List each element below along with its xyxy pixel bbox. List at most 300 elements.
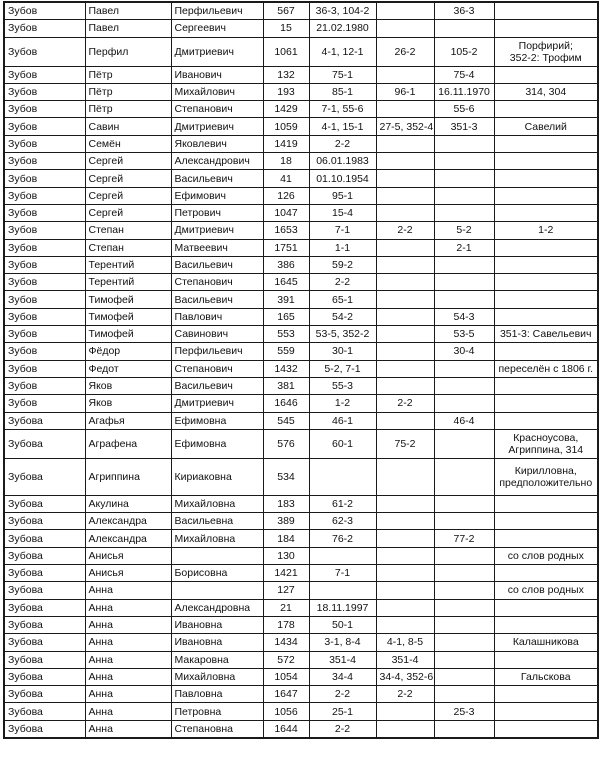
reference-2-cell: 2-2 bbox=[376, 395, 434, 412]
reference-1-cell: 62-3 bbox=[309, 513, 376, 530]
surname-cell: Зубов bbox=[4, 239, 85, 256]
reference-2-cell bbox=[376, 377, 434, 394]
patronymic-cell: Дмитриевич bbox=[171, 37, 263, 66]
note-cell bbox=[494, 274, 598, 291]
patronymic-cell: Михайловна bbox=[171, 668, 263, 685]
table-row bbox=[4, 599, 598, 616]
reference-2-cell: 96-1 bbox=[376, 83, 434, 100]
patronymic-cell bbox=[171, 547, 263, 564]
reference-2-cell bbox=[376, 720, 434, 738]
reference-2-cell bbox=[376, 703, 434, 720]
first-name-cell: Павел bbox=[85, 20, 171, 37]
table-row bbox=[4, 37, 598, 66]
reference-3-cell bbox=[434, 274, 494, 291]
reference-1-cell: 95-1 bbox=[309, 187, 376, 204]
reference-1-cell: 5-2, 7-1 bbox=[309, 360, 376, 377]
table-row bbox=[4, 153, 598, 170]
table-row bbox=[4, 651, 598, 668]
first-name-cell: Анисья bbox=[85, 565, 171, 582]
reference-1-cell: 06.01.1983 bbox=[309, 153, 376, 170]
reference-1-cell: 3-1, 8-4 bbox=[309, 634, 376, 651]
first-name-cell: Анна bbox=[85, 634, 171, 651]
first-name-cell: Степан bbox=[85, 222, 171, 239]
reference-2-cell bbox=[376, 66, 434, 83]
reference-3-cell: 105-2 bbox=[434, 37, 494, 66]
reference-2-cell bbox=[376, 582, 434, 599]
surname-cell: Зубов bbox=[4, 343, 85, 360]
reference-3-cell: 5-2 bbox=[434, 222, 494, 239]
note-cell bbox=[494, 412, 598, 429]
reference-2-cell: 2-2 bbox=[376, 222, 434, 239]
note-cell bbox=[494, 135, 598, 152]
patronymic-cell: Иванович bbox=[171, 66, 263, 83]
record-id-cell: 21 bbox=[263, 599, 309, 616]
record-id-cell: 1647 bbox=[263, 686, 309, 703]
reference-3-cell bbox=[434, 458, 494, 495]
record-id-cell: 1054 bbox=[263, 668, 309, 685]
first-name-cell: Павел bbox=[85, 2, 171, 20]
surname-cell: Зубов bbox=[4, 395, 85, 412]
note-cell: Калашникова bbox=[494, 634, 598, 651]
note-cell: переселён с 1806 г. bbox=[494, 360, 598, 377]
record-id-cell: 1653 bbox=[263, 222, 309, 239]
first-name-cell: Фёдор bbox=[85, 343, 171, 360]
patronymic-cell: Степанович bbox=[171, 360, 263, 377]
reference-3-cell bbox=[434, 256, 494, 273]
first-name-cell: Яков bbox=[85, 395, 171, 412]
surname-cell: Зубов bbox=[4, 187, 85, 204]
reference-1-cell: 7-1 bbox=[309, 222, 376, 239]
surname-cell: Зубова bbox=[4, 495, 85, 512]
record-id-cell: 391 bbox=[263, 291, 309, 308]
reference-2-cell bbox=[376, 616, 434, 633]
surname-cell: Зубов bbox=[4, 308, 85, 325]
reference-2-cell bbox=[376, 204, 434, 221]
surname-cell: Зубов bbox=[4, 256, 85, 273]
patronymic-cell: Степанович bbox=[171, 274, 263, 291]
note-cell bbox=[494, 343, 598, 360]
first-name-cell: Анна bbox=[85, 651, 171, 668]
surname-cell: Зубов bbox=[4, 101, 85, 118]
reference-2-cell: 4-1, 8-5 bbox=[376, 634, 434, 651]
surname-cell: Зубов bbox=[4, 274, 85, 291]
surname-cell: Зубов bbox=[4, 66, 85, 83]
note-cell bbox=[494, 565, 598, 582]
patronymic-cell: Павлович bbox=[171, 308, 263, 325]
table-body bbox=[4, 2, 598, 738]
first-name-cell: Анна bbox=[85, 686, 171, 703]
table-row bbox=[4, 429, 598, 458]
reference-3-cell bbox=[434, 547, 494, 564]
first-name-cell: Анна bbox=[85, 720, 171, 738]
surname-cell: Зубова bbox=[4, 513, 85, 530]
reference-1-cell: 18.11.1997 bbox=[309, 599, 376, 616]
surname-cell: Зубов bbox=[4, 20, 85, 37]
genealogy-table bbox=[3, 1, 599, 739]
first-name-cell: Пётр bbox=[85, 101, 171, 118]
record-id-cell: 127 bbox=[263, 582, 309, 599]
first-name-cell: Акулина bbox=[85, 495, 171, 512]
note-cell: Красноусова, Агриппина, 314 bbox=[494, 429, 598, 458]
surname-cell: Зубов bbox=[4, 326, 85, 343]
table-row bbox=[4, 135, 598, 152]
note-cell bbox=[494, 599, 598, 616]
surname-cell: Зубова bbox=[4, 720, 85, 738]
table-row bbox=[4, 204, 598, 221]
note-cell bbox=[494, 256, 598, 273]
table-row bbox=[4, 291, 598, 308]
surname-cell: Зубова bbox=[4, 530, 85, 547]
table-row bbox=[4, 256, 598, 273]
reference-2-cell bbox=[376, 135, 434, 152]
reference-1-cell: 50-1 bbox=[309, 616, 376, 633]
reference-1-cell: 4-1, 12-1 bbox=[309, 37, 376, 66]
record-id-cell: 545 bbox=[263, 412, 309, 429]
patronymic-cell: Петровна bbox=[171, 703, 263, 720]
note-cell bbox=[494, 703, 598, 720]
reference-2-cell bbox=[376, 360, 434, 377]
table-row bbox=[4, 634, 598, 651]
record-id-cell: 572 bbox=[263, 651, 309, 668]
reference-2-cell bbox=[376, 291, 434, 308]
patronymic-cell: Александрович bbox=[171, 153, 263, 170]
surname-cell: Зубов bbox=[4, 222, 85, 239]
note-cell bbox=[494, 2, 598, 20]
patronymic-cell: Дмитриевич bbox=[171, 222, 263, 239]
note-cell bbox=[494, 513, 598, 530]
patronymic-cell bbox=[171, 582, 263, 599]
record-id-cell: 126 bbox=[263, 187, 309, 204]
table-row bbox=[4, 458, 598, 495]
surname-cell: Зубова bbox=[4, 703, 85, 720]
reference-3-cell bbox=[434, 204, 494, 221]
reference-2-cell bbox=[376, 187, 434, 204]
reference-1-cell: 75-1 bbox=[309, 66, 376, 83]
record-id-cell: 386 bbox=[263, 256, 309, 273]
reference-3-cell bbox=[434, 686, 494, 703]
reference-1-cell: 54-2 bbox=[309, 308, 376, 325]
reference-1-cell: 65-1 bbox=[309, 291, 376, 308]
record-id-cell: 1434 bbox=[263, 634, 309, 651]
reference-1-cell: 01.10.1954 bbox=[309, 170, 376, 187]
record-id-cell: 1645 bbox=[263, 274, 309, 291]
first-name-cell: Агафья bbox=[85, 412, 171, 429]
reference-2-cell bbox=[376, 2, 434, 20]
record-id-cell: 1644 bbox=[263, 720, 309, 738]
table-row bbox=[4, 703, 598, 720]
reference-2-cell bbox=[376, 599, 434, 616]
record-id-cell: 1061 bbox=[263, 37, 309, 66]
patronymic-cell: Ивановна bbox=[171, 634, 263, 651]
reference-1-cell: 21.02.1980 bbox=[309, 20, 376, 37]
reference-1-cell: 36-3, 104-2 bbox=[309, 2, 376, 20]
first-name-cell: Терентий bbox=[85, 274, 171, 291]
surname-cell: Зубова bbox=[4, 616, 85, 633]
surname-cell: Зубова bbox=[4, 668, 85, 685]
patronymic-cell: Яковлевич bbox=[171, 135, 263, 152]
reference-2-cell: 26-2 bbox=[376, 37, 434, 66]
table-row bbox=[4, 222, 598, 239]
table-row bbox=[4, 66, 598, 83]
note-cell bbox=[494, 530, 598, 547]
surname-cell: Зубова bbox=[4, 412, 85, 429]
reference-3-cell bbox=[434, 153, 494, 170]
reference-2-cell bbox=[376, 530, 434, 547]
patronymic-cell: Перфильевич bbox=[171, 2, 263, 20]
note-cell bbox=[494, 187, 598, 204]
record-id-cell: 15 bbox=[263, 20, 309, 37]
note-cell bbox=[494, 495, 598, 512]
note-cell bbox=[494, 204, 598, 221]
surname-cell: Зубов bbox=[4, 83, 85, 100]
reference-2-cell: 34-4, 352-6 bbox=[376, 668, 434, 685]
note-cell: 1-2 bbox=[494, 222, 598, 239]
record-id-cell: 559 bbox=[263, 343, 309, 360]
record-id-cell: 1056 bbox=[263, 703, 309, 720]
reference-2-cell: 27-5, 352-4 bbox=[376, 118, 434, 135]
patronymic-cell: Васильевич bbox=[171, 377, 263, 394]
first-name-cell: Анна bbox=[85, 668, 171, 685]
record-id-cell: 130 bbox=[263, 547, 309, 564]
record-id-cell: 1419 bbox=[263, 135, 309, 152]
table-row bbox=[4, 20, 598, 37]
table-row bbox=[4, 530, 598, 547]
surname-cell: Зубова bbox=[4, 634, 85, 651]
first-name-cell: Савин bbox=[85, 118, 171, 135]
reference-1-cell: 15-4 bbox=[309, 204, 376, 221]
reference-3-cell: 351-3 bbox=[434, 118, 494, 135]
reference-1-cell: 351-4 bbox=[309, 651, 376, 668]
reference-2-cell: 351-4 bbox=[376, 651, 434, 668]
table-row bbox=[4, 118, 598, 135]
table-row bbox=[4, 326, 598, 343]
reference-3-cell bbox=[434, 668, 494, 685]
first-name-cell: Сергей bbox=[85, 204, 171, 221]
reference-3-cell: 46-4 bbox=[434, 412, 494, 429]
record-id-cell: 1047 bbox=[263, 204, 309, 221]
reference-1-cell: 25-1 bbox=[309, 703, 376, 720]
surname-cell: Зубов bbox=[4, 204, 85, 221]
first-name-cell: Перфил bbox=[85, 37, 171, 66]
first-name-cell: Семён bbox=[85, 135, 171, 152]
table-row bbox=[4, 582, 598, 599]
reference-1-cell: 7-1, 55-6 bbox=[309, 101, 376, 118]
reference-3-cell: 36-3 bbox=[434, 2, 494, 20]
reference-1-cell: 59-2 bbox=[309, 256, 376, 273]
reference-1-cell: 60-1 bbox=[309, 429, 376, 458]
reference-3-cell: 77-2 bbox=[434, 530, 494, 547]
reference-2-cell bbox=[376, 153, 434, 170]
record-id-cell: 567 bbox=[263, 2, 309, 20]
record-id-cell: 1646 bbox=[263, 395, 309, 412]
record-id-cell: 184 bbox=[263, 530, 309, 547]
record-id-cell: 178 bbox=[263, 616, 309, 633]
record-id-cell: 381 bbox=[263, 377, 309, 394]
reference-2-cell bbox=[376, 101, 434, 118]
reference-2-cell bbox=[376, 458, 434, 495]
note-cell: 351-3: Савельевич bbox=[494, 326, 598, 343]
reference-2-cell bbox=[376, 274, 434, 291]
reference-3-cell bbox=[434, 599, 494, 616]
patronymic-cell: Степановна bbox=[171, 720, 263, 738]
table-row bbox=[4, 720, 598, 738]
first-name-cell: Анна bbox=[85, 582, 171, 599]
patronymic-cell: Кириаковна bbox=[171, 458, 263, 495]
first-name-cell: Федот bbox=[85, 360, 171, 377]
reference-3-cell bbox=[434, 720, 494, 738]
patronymic-cell: Михайловна bbox=[171, 495, 263, 512]
first-name-cell: Тимофей bbox=[85, 308, 171, 325]
reference-3-cell: 55-6 bbox=[434, 101, 494, 118]
table-row bbox=[4, 686, 598, 703]
surname-cell: Зубова bbox=[4, 429, 85, 458]
first-name-cell: Сергей bbox=[85, 187, 171, 204]
reference-2-cell bbox=[376, 256, 434, 273]
reference-1-cell: 7-1 bbox=[309, 565, 376, 582]
reference-2-cell bbox=[376, 495, 434, 512]
reference-1-cell bbox=[309, 547, 376, 564]
surname-cell: Зубов bbox=[4, 360, 85, 377]
surname-cell: Зубов bbox=[4, 377, 85, 394]
note-cell bbox=[494, 20, 598, 37]
first-name-cell: Анна bbox=[85, 703, 171, 720]
first-name-cell: Александра bbox=[85, 530, 171, 547]
reference-2-cell: 75-2 bbox=[376, 429, 434, 458]
table-row bbox=[4, 412, 598, 429]
record-id-cell: 389 bbox=[263, 513, 309, 530]
first-name-cell: Анисья bbox=[85, 547, 171, 564]
first-name-cell: Сергей bbox=[85, 153, 171, 170]
reference-3-cell bbox=[434, 170, 494, 187]
patronymic-cell: Матвеевич bbox=[171, 239, 263, 256]
note-cell bbox=[494, 395, 598, 412]
note-cell bbox=[494, 170, 598, 187]
record-id-cell: 193 bbox=[263, 83, 309, 100]
reference-1-cell: 2-2 bbox=[309, 720, 376, 738]
surname-cell: Зубов bbox=[4, 153, 85, 170]
reference-1-cell: 53-5, 352-2 bbox=[309, 326, 376, 343]
table-row bbox=[4, 187, 598, 204]
note-cell: со слов родных bbox=[494, 547, 598, 564]
surname-cell: Зубова bbox=[4, 686, 85, 703]
table-row bbox=[4, 360, 598, 377]
first-name-cell: Тимофей bbox=[85, 291, 171, 308]
reference-3-cell: 2-1 bbox=[434, 239, 494, 256]
reference-1-cell: 85-1 bbox=[309, 83, 376, 100]
reference-3-cell bbox=[434, 651, 494, 668]
reference-1-cell: 2-2 bbox=[309, 686, 376, 703]
reference-2-cell bbox=[376, 308, 434, 325]
reference-3-cell bbox=[434, 395, 494, 412]
patronymic-cell: Дмитриевич bbox=[171, 118, 263, 135]
reference-1-cell: 61-2 bbox=[309, 495, 376, 512]
reference-2-cell bbox=[376, 239, 434, 256]
table-row bbox=[4, 495, 598, 512]
first-name-cell: Сергей bbox=[85, 170, 171, 187]
record-id-cell: 165 bbox=[263, 308, 309, 325]
first-name-cell: Аграфена bbox=[85, 429, 171, 458]
reference-3-cell: 75-4 bbox=[434, 66, 494, 83]
note-cell bbox=[494, 651, 598, 668]
first-name-cell: Анна bbox=[85, 599, 171, 616]
reference-1-cell: 1-2 bbox=[309, 395, 376, 412]
patronymic-cell: Васильевич bbox=[171, 291, 263, 308]
record-id-cell: 183 bbox=[263, 495, 309, 512]
first-name-cell: Анна bbox=[85, 616, 171, 633]
table-row bbox=[4, 239, 598, 256]
reference-3-cell bbox=[434, 291, 494, 308]
reference-3-cell bbox=[434, 513, 494, 530]
reference-1-cell bbox=[309, 458, 376, 495]
table-row bbox=[4, 170, 598, 187]
record-id-cell: 553 bbox=[263, 326, 309, 343]
first-name-cell: Пётр bbox=[85, 66, 171, 83]
table-row bbox=[4, 308, 598, 325]
patronymic-cell: Васильевич bbox=[171, 170, 263, 187]
record-id-cell: 576 bbox=[263, 429, 309, 458]
patronymic-cell: Васильевич bbox=[171, 256, 263, 273]
record-id-cell: 41 bbox=[263, 170, 309, 187]
reference-3-cell bbox=[434, 187, 494, 204]
first-name-cell: Агриппина bbox=[85, 458, 171, 495]
reference-1-cell: 55-3 bbox=[309, 377, 376, 394]
reference-3-cell bbox=[434, 360, 494, 377]
surname-cell: Зубов bbox=[4, 2, 85, 20]
reference-3-cell bbox=[434, 495, 494, 512]
note-cell bbox=[494, 239, 598, 256]
surname-cell: Зубов bbox=[4, 170, 85, 187]
record-id-cell: 1429 bbox=[263, 101, 309, 118]
reference-2-cell: 2-2 bbox=[376, 686, 434, 703]
patronymic-cell: Ефимович bbox=[171, 187, 263, 204]
surname-cell: Зубов bbox=[4, 118, 85, 135]
reference-3-cell bbox=[434, 634, 494, 651]
patronymic-cell: Петрович bbox=[171, 204, 263, 221]
patronymic-cell: Ефимовна bbox=[171, 412, 263, 429]
surname-cell: Зубов bbox=[4, 37, 85, 66]
note-cell: Порфирий; 352-2: Трофим bbox=[494, 37, 598, 66]
patronymic-cell: Макаровна bbox=[171, 651, 263, 668]
reference-2-cell bbox=[376, 412, 434, 429]
record-id-cell: 1432 bbox=[263, 360, 309, 377]
reference-1-cell: 1-1 bbox=[309, 239, 376, 256]
note-cell bbox=[494, 66, 598, 83]
reference-3-cell bbox=[434, 616, 494, 633]
note-cell: Гальскова bbox=[494, 668, 598, 685]
patronymic-cell: Павловна bbox=[171, 686, 263, 703]
patronymic-cell: Перфильевич bbox=[171, 343, 263, 360]
table-row bbox=[4, 377, 598, 394]
reference-3-cell: 54-3 bbox=[434, 308, 494, 325]
surname-cell: Зубов bbox=[4, 291, 85, 308]
reference-1-cell: 4-1, 15-1 bbox=[309, 118, 376, 135]
reference-1-cell: 30-1 bbox=[309, 343, 376, 360]
patronymic-cell: Борисовна bbox=[171, 565, 263, 582]
reference-3-cell: 16.11.1970 bbox=[434, 83, 494, 100]
patronymic-cell: Михайлович bbox=[171, 83, 263, 100]
patronymic-cell: Дмитриевич bbox=[171, 395, 263, 412]
note-cell: Кирилловна, предположительно bbox=[494, 458, 598, 495]
reference-2-cell bbox=[376, 343, 434, 360]
note-cell bbox=[494, 616, 598, 633]
surname-cell: Зубова bbox=[4, 599, 85, 616]
reference-1-cell bbox=[309, 582, 376, 599]
table-row bbox=[4, 101, 598, 118]
patronymic-cell: Михайловна bbox=[171, 530, 263, 547]
reference-1-cell: 34-4 bbox=[309, 668, 376, 685]
note-cell bbox=[494, 720, 598, 738]
surname-cell: Зубова bbox=[4, 651, 85, 668]
